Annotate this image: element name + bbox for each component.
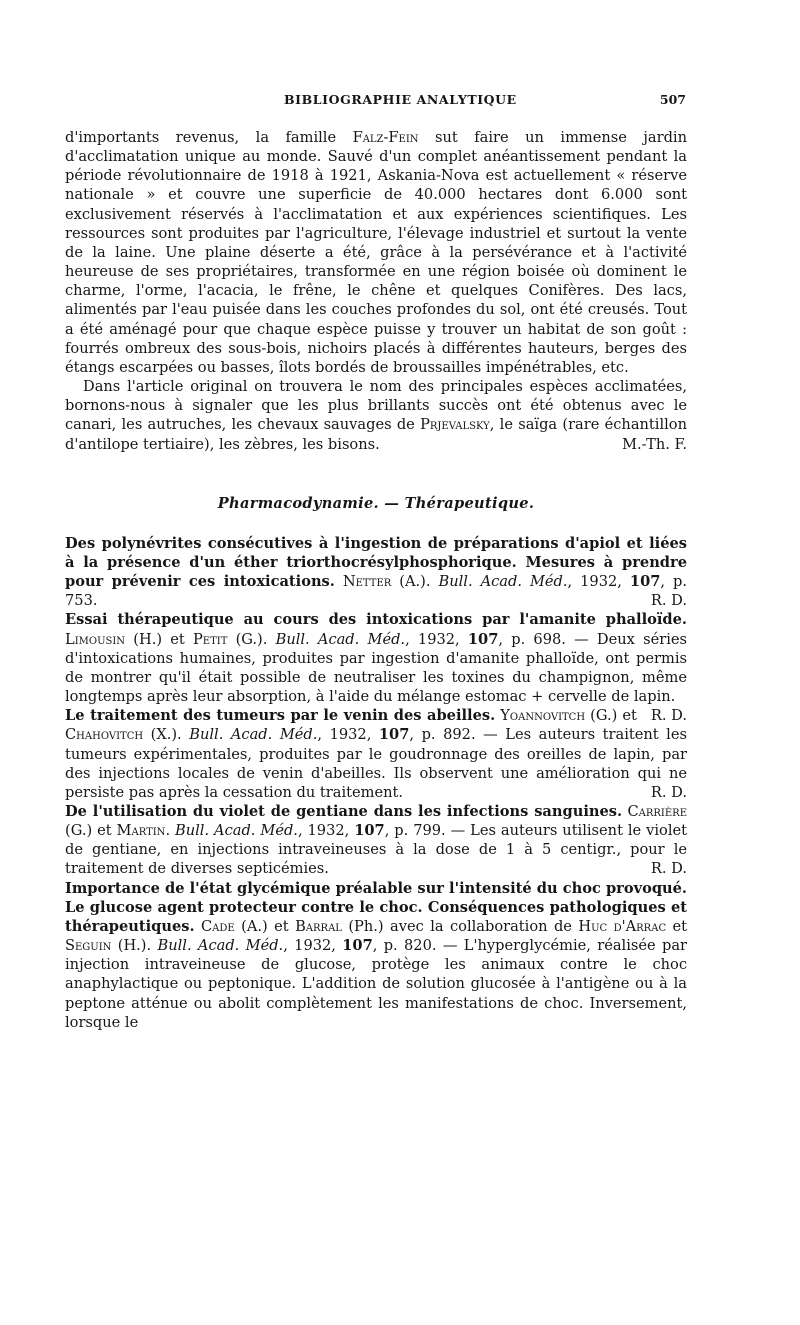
abstract-text: , p. 820. — L'hyperglycémie, réalisée par injection intraveineuse de glucose, protège les animaux contre le choc anaphylactique ou peptonique. L'addition de solution glucosée à l'antigène ou à la peptone atténue ou abolit complètement les manifestations de choc. Inversement, lorsque le xyxy=(65,937,688,1031)
author-name: Yoannovitch xyxy=(500,707,586,725)
text-run: (H.) et xyxy=(125,630,193,648)
page-body xyxy=(65,128,687,1032)
text-run: (A.). xyxy=(391,573,439,591)
author-name: Netter xyxy=(342,573,392,591)
text-run: et xyxy=(666,917,688,935)
author-name: Carrière xyxy=(627,803,687,820)
text-run: , 1932, xyxy=(405,630,468,648)
author-name: Prjevalsky xyxy=(420,416,490,434)
author-name: Cade xyxy=(201,917,235,935)
running-header xyxy=(68,92,686,112)
entry-title: De l'utilisation du violet de gentiane dans les infections sanguines. xyxy=(65,803,623,820)
author-name: Barral xyxy=(295,917,342,935)
text-run: (G.) et xyxy=(65,822,117,840)
text-run: d'importants revenus, la famille xyxy=(65,129,353,146)
text-run: , 1932, xyxy=(567,573,630,591)
volume: 107 xyxy=(467,630,499,648)
bibliography-entry xyxy=(65,879,687,1032)
entry-title: Essai thérapeutique au cours des intoxications par l'amanite phalloïde. xyxy=(65,611,687,629)
journal-name: Bull. Acad. Méd. xyxy=(275,630,406,648)
section-heading: Pharmacodynamie. — Thérapeutique. xyxy=(217,494,535,512)
signature: R. D. xyxy=(650,592,687,610)
author-name: Martin xyxy=(116,822,166,840)
text-run: (X.). xyxy=(143,726,190,744)
abstract-text: , p. 892. — Les auteurs traitent les tumeurs expérimentales, produites par le goudronnage des oreilles de lapin, par des injections locales de venin d'abeilles. Ils observent une amélioration qui ne persiste pas après la cessation du traitement. xyxy=(65,726,687,801)
entry-title: Importance de l'état glycémique préalable sur l'intensité du choc provoqué. Le glucose agent protecteur contre le choc. Conséquences pathologiques et thérapeutiques. xyxy=(65,879,687,935)
journal-name: Bull. Acad. Méd. xyxy=(189,726,318,744)
text-run: (G.) et xyxy=(585,707,637,725)
text-run: , 1932, xyxy=(297,822,355,840)
author-name: Seguin xyxy=(65,937,112,955)
signature: M.-Th. F. xyxy=(622,435,687,453)
signature: R. D. xyxy=(650,783,687,801)
text-run: sut faire un immense jardin d'acclimatation unique au monde. Sauvé d'un complet anéantissement pendant la période révolutionnaire de 1918 à 1921, Askania-Nova est actuellement « réserve nationale » et couvre une superficie de 40.000 hectares dont 6.000 sont exclusivement réservés à l'acclimatation et aux expériences scientifiques. Les ressources sont produites par l'agriculture, l'élevage industriel et surtout la vente de la laine. Une plaine déserte a été, grâce à la persévérance et à l'activité heureuse de ses propriétaires, transformée en une région boisée où dominent le charme, l'orme, l'acacia, le frêne, le chêne et quelques Conifères. Des lacs, alimentés par l'eau puisée dans les couches profondes du sol, ont été creusés. Tout a été aménagé pour que chaque espèce puisse y trouver un habitat de son goût : fourrés ombreux des sous-bois, nichoirs placés à différentes hauteurs, berges des étangs escarpées ou basses, îlots bordés de broussailles impénétrables, etc. xyxy=(65,129,687,376)
entry-title: Le traitement des tumeurs par le venin des abeilles. xyxy=(65,707,496,725)
text-run: , 1932, xyxy=(317,726,379,744)
signature: R. D. xyxy=(650,707,687,725)
abstract-text: , p. 698. — Deux séries d'intoxications humaines, produites par ingestion d'amanite phalloïde, ont permis de montrer qu'il était possible de neutraliser les toxines du champignon, même longtemps après leur absorption, à l'aide du mélange estomac + cervelle de lapin. xyxy=(65,630,687,706)
text-run: (H.). xyxy=(111,937,158,955)
abstract-text: , p. 799. — Les auteurs utilisent le violet de gentiane, en injections intraveineuses à la dose de 1 à 5 centigr., pour le traitement de diverses septicémies. xyxy=(65,822,687,878)
page-number: 507 xyxy=(659,92,686,107)
author-name: Limousin xyxy=(65,630,126,648)
text-run: (G.). xyxy=(227,630,276,648)
text-run: (A.) et xyxy=(234,917,296,935)
bibliography-entry xyxy=(65,534,687,611)
paragraph xyxy=(65,377,687,454)
journal-name: Bull. Acad. Méd. xyxy=(175,822,298,840)
text-run: . xyxy=(165,822,176,840)
author-name: Petit xyxy=(192,630,228,648)
running-title: BIBLIOGRAPHIE ANALYTIQUE xyxy=(284,92,517,107)
author-name: Huc d'Arrac xyxy=(578,917,667,935)
volume: 107 xyxy=(342,937,373,955)
volume: 107 xyxy=(378,726,410,744)
journal-name: Bull. Acad. Méd. xyxy=(157,937,284,955)
entry-title: Des polynévrites consécutives à l'ingestion de préparations d'apiol et liées à la présence d'un éther triorthocrésylphosphorique. Mesures à prendre pour prévenir ces intoxications. xyxy=(65,534,687,591)
bibliography-entry xyxy=(65,706,687,802)
text-run: , 1932, xyxy=(283,937,343,955)
text-run: (Ph.) avec la collaboration de xyxy=(341,917,579,935)
author-name: Falz-Fein xyxy=(352,129,419,146)
signature: R. D. xyxy=(650,860,687,878)
continued-paragraph xyxy=(65,128,687,377)
author-name: Chahovitch xyxy=(65,726,144,744)
text-run: Dans l'article original on trouvera le nom des principales espèces acclimatées, bornons-nous à signaler que les plus brillants succès ont été obtenus avec le canari, les autruches, les chevaux sauvages de xyxy=(65,378,687,434)
volume: 107 xyxy=(354,822,385,840)
text-run: , p. 753. xyxy=(65,573,688,610)
volume: 107 xyxy=(629,573,661,591)
journal-name: Bull. Acad. Méd. xyxy=(438,573,568,591)
text-run: , le saïga (rare échantillon d'antilope tertiaire), les zèbres, les bisons. xyxy=(65,416,687,453)
bibliography-entry xyxy=(65,802,687,879)
